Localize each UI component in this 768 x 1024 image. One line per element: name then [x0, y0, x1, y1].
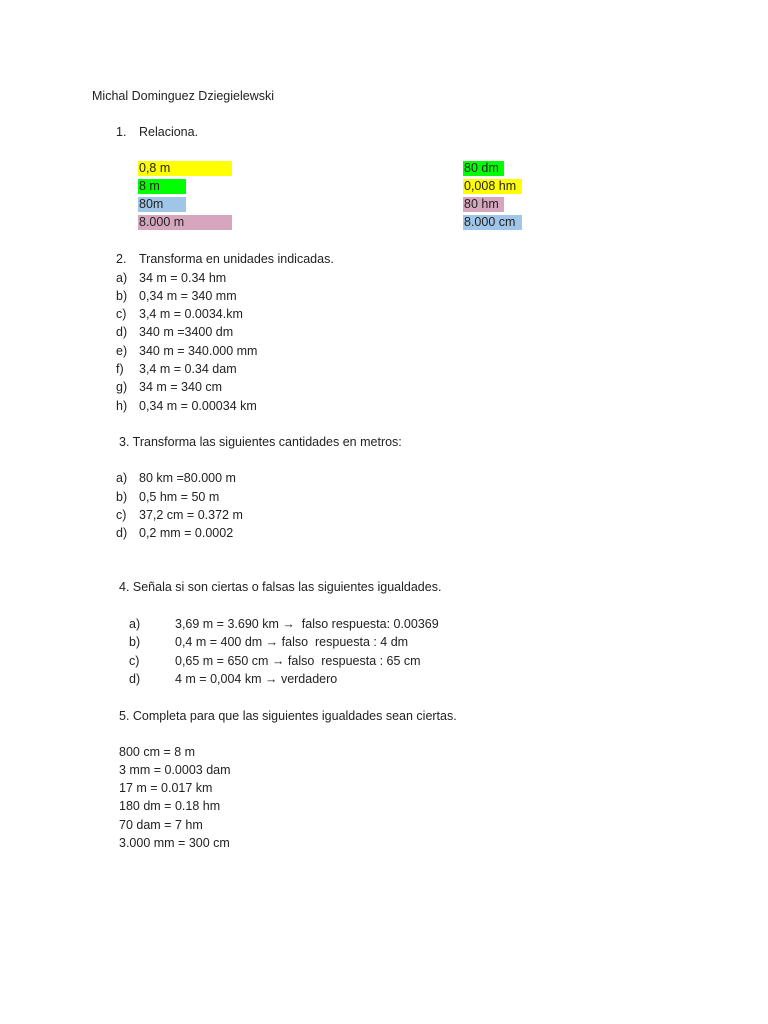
item-label: c)	[116, 508, 127, 522]
item-text: 3,69 m = 3.690 km → falso respuesta: 0.00369	[175, 617, 439, 631]
item-label: b)	[129, 635, 141, 649]
item-label: b)	[116, 490, 128, 504]
answer-line: 70 dam = 7 hm	[119, 818, 203, 832]
item-text: 340 m =3400 dm	[139, 325, 234, 339]
item-label: b)	[116, 289, 128, 303]
item-text: 0,5 hm = 50 m	[139, 490, 220, 504]
section-4-title: 4. Señala si son ciertas o falsas las siguientes igualdades.	[119, 580, 442, 594]
item-text: 3,4 m = 0.0034.km	[139, 307, 243, 321]
item-text: 0,34 m = 0.00034 km	[139, 399, 257, 413]
item-text: 340 m = 340.000 mm	[139, 344, 258, 358]
item-label: a)	[116, 471, 128, 485]
item-label: g)	[116, 380, 128, 394]
item-text: 34 m = 0.34 hm	[139, 271, 227, 285]
answer-line: 3.000 mm = 300 cm	[119, 836, 230, 850]
item-text: 34 m = 340 cm	[139, 380, 223, 394]
author-name: Michal Dominguez Dziegielewski	[92, 89, 275, 103]
answer-line: 17 m = 0.017 km	[119, 781, 213, 795]
section-1-number: 1.	[116, 125, 127, 139]
section-2-number: 2.	[116, 252, 127, 266]
section-3-title: 3. Transforma las siguientes cantidades en metros:	[119, 435, 402, 449]
match-left-item: 8.000 m	[138, 215, 232, 230]
match-right-item: 8.000 cm	[463, 215, 522, 230]
answer-line: 800 cm = 8 m	[119, 745, 196, 759]
section-1-title: Relaciona.	[139, 125, 199, 139]
item-text: 0,34 m = 340 mm	[139, 289, 237, 303]
match-left-item: 8 m	[138, 179, 186, 194]
item-label: c)	[116, 307, 127, 321]
answer-line: 180 dm = 0.18 hm	[119, 799, 221, 813]
item-label: f)	[116, 362, 124, 376]
match-right-item: 0,008 hm	[463, 179, 522, 194]
item-label: h)	[116, 399, 128, 413]
item-label: c)	[129, 654, 140, 668]
section-5-title: 5. Completa para que las siguientes igualdades sean ciertas.	[119, 709, 457, 723]
item-text: 4 m = 0,004 km → verdadero	[175, 672, 338, 686]
item-label: a)	[129, 617, 141, 631]
item-text: 0,65 m = 650 cm → falso respuesta : 65 cm	[175, 654, 421, 668]
answer-line: 3 mm = 0.0003 dam	[119, 763, 231, 777]
item-label: d)	[116, 526, 128, 540]
item-label: a)	[116, 271, 128, 285]
match-right-item: 80 hm	[463, 197, 504, 212]
section-2-title: Transforma en unidades indicadas.	[139, 252, 334, 266]
item-label: e)	[116, 344, 128, 358]
item-text: 80 km =80.000 m	[139, 471, 236, 485]
item-text: 3,4 m = 0.34 dam	[139, 362, 237, 376]
item-label: d)	[129, 672, 141, 686]
match-left-item: 80m	[138, 197, 186, 212]
item-text: 37,2 cm = 0.372 m	[139, 508, 243, 522]
match-right-item: 80 dm	[463, 161, 504, 176]
item-text: 0,2 mm = 0.0002	[139, 526, 234, 540]
item-label: d)	[116, 325, 128, 339]
item-text: 0,4 m = 400 dm → falso respuesta : 4 dm	[175, 635, 409, 649]
match-left-item: 0,8 m	[138, 161, 232, 176]
